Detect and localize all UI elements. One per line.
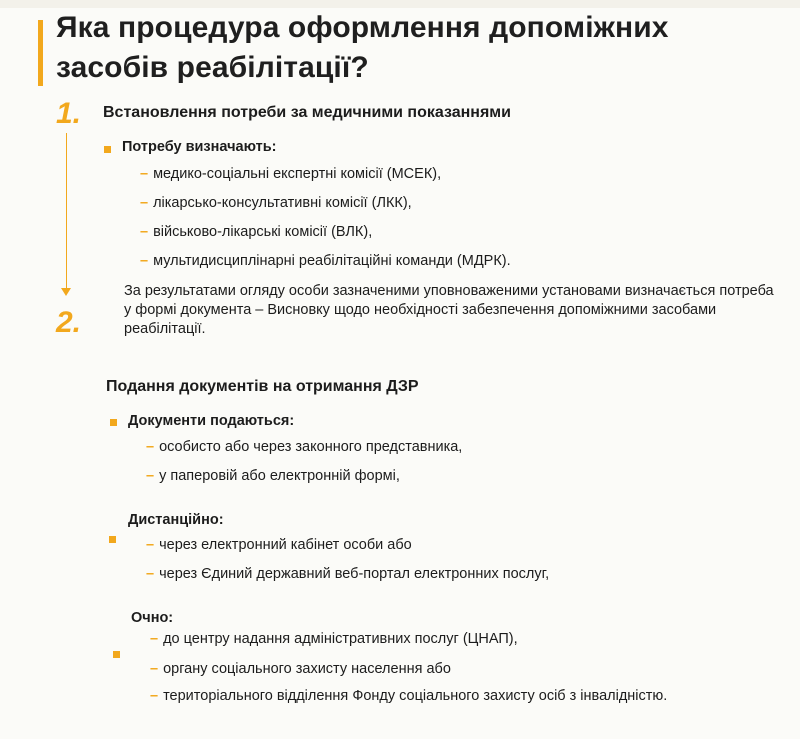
square-bullet-icon xyxy=(110,419,117,426)
dash-icon: – xyxy=(140,166,149,182)
step-connector-line xyxy=(66,133,67,291)
list-item: – військово-лікарські комісії (ВЛК), xyxy=(140,224,373,240)
dash-icon: – xyxy=(150,661,159,677)
title-line-1: Яка процедура оформлення допоміжних xyxy=(56,11,669,44)
in-person-label: Очно: xyxy=(131,610,174,626)
top-edge xyxy=(0,0,800,8)
step-2-heading: Подання документів на отримання ДЗР xyxy=(106,378,419,395)
list-item: – мультидисциплінарні реабілітаційні команди (МДРК). xyxy=(140,253,511,269)
square-bullet-icon xyxy=(104,146,111,153)
dash-icon: – xyxy=(146,537,155,553)
dash-icon: – xyxy=(140,253,149,269)
square-bullet-icon xyxy=(113,651,120,658)
step-1-bullet-label: Потребу визначають: xyxy=(122,139,277,155)
dash-icon: – xyxy=(140,224,149,240)
list-item: – у паперовій або електронній формі, xyxy=(146,468,400,484)
dash-icon: – xyxy=(150,688,159,704)
list-item: – через електронний кабінет особи або xyxy=(146,537,412,553)
list-item: – територіального відділення Фонду соціального захисту осіб з інвалідністю. xyxy=(150,688,668,704)
list-item: – до центру надання адміністративних послуг (ЦНАП), xyxy=(150,631,518,647)
step-2-bullet-label: Документи подаються: xyxy=(128,413,295,429)
step-1-result-paragraph: За результатами огляду особи зазначеними уповноваженими установами визначається потреба у формі документа – Висновку щодо необхідності забезпечення допоміжними засобами реабілітації. xyxy=(124,283,774,337)
remote-label: Дистанційно: xyxy=(128,512,224,528)
square-bullet-icon xyxy=(109,536,116,543)
arrow-down-icon xyxy=(61,288,71,296)
list-item: – лікарсько-консультативні комісії (ЛКК), xyxy=(140,195,412,211)
list-item: – особисто або через законного представника, xyxy=(146,439,463,455)
dash-icon: – xyxy=(146,439,155,455)
dash-icon: – xyxy=(146,566,155,582)
step-1-number: 1. xyxy=(56,97,82,130)
step-1-heading: Встановлення потреби за медичними показаннями xyxy=(103,104,511,121)
list-item: – через Єдиний державний веб-портал електронних послуг, xyxy=(146,566,550,582)
title-accent-bar xyxy=(38,20,43,86)
page-title xyxy=(56,8,669,88)
title-line-2: засобів реабілітації? xyxy=(56,51,369,84)
dash-icon: – xyxy=(150,631,159,647)
dash-icon: – xyxy=(140,195,149,211)
list-item: – медико-соціальні експертні комісії (МСЕК), xyxy=(140,166,442,182)
step-2-number: 2. xyxy=(56,306,82,339)
list-item: – органу соціального захисту населення або xyxy=(150,661,451,677)
dash-icon: – xyxy=(146,468,155,484)
